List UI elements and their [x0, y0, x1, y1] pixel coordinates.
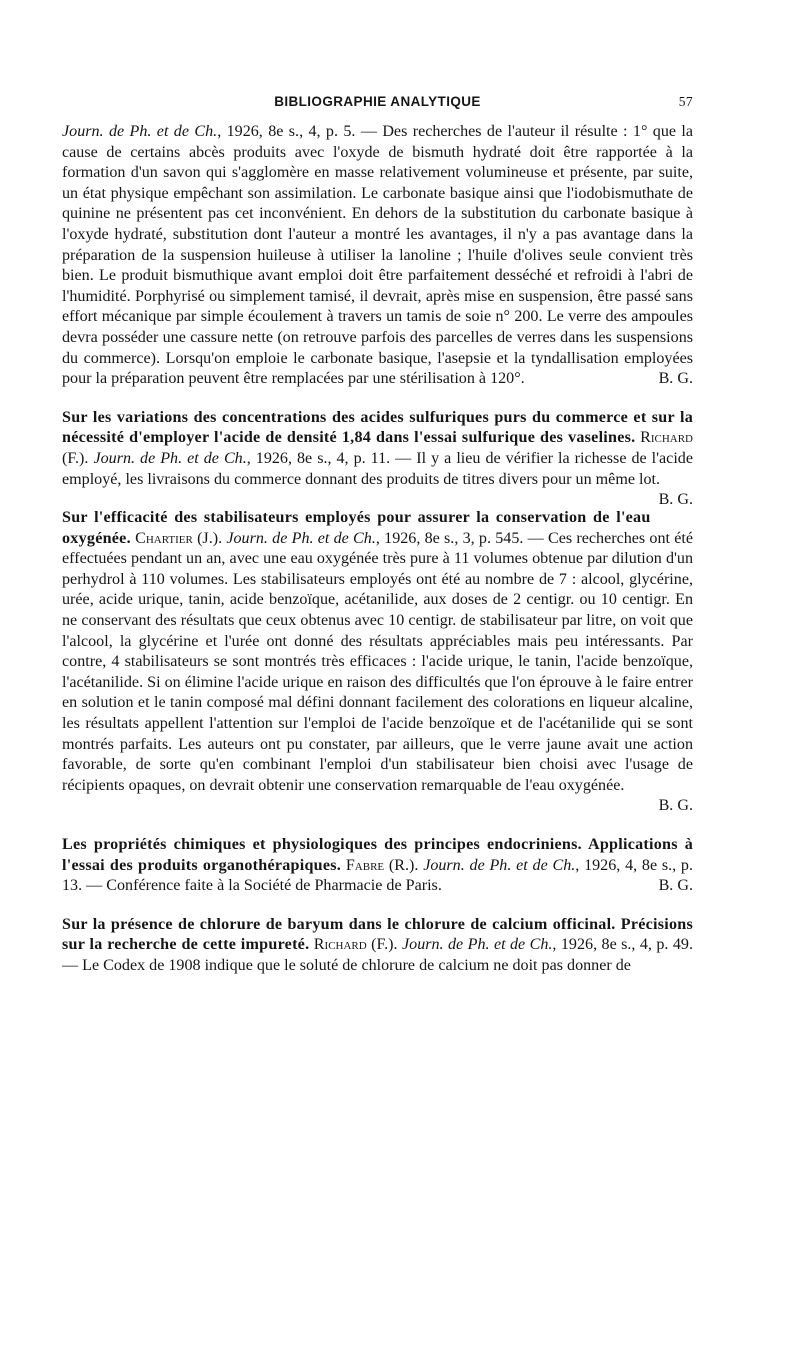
entry-paragraph — [62, 508, 693, 796]
journal-reference: Journ. de Ph. et de Ch. — [62, 123, 218, 140]
author-name: Chartier (J.). — [135, 529, 223, 547]
entry-title: Sur la présence de chlorure de baryum dans le chlorure de calcium officinal. Précisions sur la recherche de cette impureté. — [62, 915, 693, 954]
entry-title: Les propriétés chimiques et physiologiques des principes endocriniens. Applications à l'essai des produits organothérapiques. — [62, 836, 693, 874]
entry-bismuth-continuation — [62, 122, 693, 390]
journal-reference: Journ. de Ph. et de Ch. — [226, 529, 376, 547]
reference-details: , 1926, 8e s., 4, p. 5. — — [217, 123, 383, 140]
entry-paragraph — [62, 408, 693, 509]
reference-details: , 1926, 8e s., 4, p. 11. — — [246, 449, 417, 467]
entry-title: Sur l'efficacité des stabilisateurs employés pour assurer la conservation de l'eau oxygénée. — [62, 509, 651, 547]
reference-details: , 1926, 8e s., 4, p. 49. — — [62, 936, 693, 974]
reference-details: , 1926, 4, 8e s., p. 13. — — [62, 856, 694, 895]
entry-paragraph — [62, 835, 693, 897]
entry-paragraph — [62, 122, 693, 390]
entry-paragraph — [62, 915, 693, 977]
entry-sulfuric-acid — [62, 408, 693, 509]
entry-barium-chloride — [62, 915, 693, 977]
author-name: Richard (F.). — [313, 936, 398, 954]
signature: B. G. — [658, 877, 693, 895]
abstract-body: Ces recherches ont été effectuées pendant un an, avec une eau oxygénée très pure à 11 volumes obtenue par dilution d'un perhydrol à 110 volumes. Les stabilisateurs employés ont été au nombre de 7 : alcool, glycérine, urée, acide urique, tanin, acide benzoïque, acétanilide, aux doses de 2 centigr. ou 10 centigr. En ne conservant des résultats que ceux obtenus avec 10 centigr. de stabilisateur par litre, on voit que l'alcool, la glycérine et l'urée ont donné des résultats appréciables mais peu intéressants. Par contre, 4 stabilisateurs se sont montrés très efficaces : l'acide urique, le tanin, l'acide benzoïque, l'acétanilide. Si on élimine l'acide urique en raison des difficultés que l'on éprouve à le faire entrer en solution et le tanin composé mal défini donnant facilement des colorations en liqueur alcaline, les résultats appellent l'attention sur l'emploi de l'acide benzoïque et de l'acétanilide qui se sont montrés parfaits. Les auteurs ont pu constater, par ailleurs, que le verre jaune avait une action favorable, de sorte qu'en combinant l'emploi d'un stabilisateur bien choisi avec l'usage de récipients opaques, on devrait obtenir une conservation remarquable de l'eau oxygénée. — [62, 529, 693, 794]
signature: B. G. — [658, 370, 693, 388]
journal-reference: Journ. de Ph. et de Ch. — [93, 449, 247, 467]
author-name: Richard (F.). — [62, 429, 693, 467]
abstract-body: Le Codex de 1908 indique que le soluté de chlorure de calcium ne doit pas donner de — [82, 956, 631, 974]
document-page — [62, 92, 693, 977]
entry-title: Sur les variations des concentrations des acides sulfuriques purs du commerce et sur la nécessité d'employer l'acide de densité 1,84 dans l'essai sulfurique des vaselines. — [62, 408, 693, 447]
abstract-body: Conférence faite à la Société de Pharmacie de Paris. — [106, 877, 442, 895]
running-header — [62, 92, 693, 114]
journal-reference: Journ. de Ph. et de Ch. — [423, 856, 576, 874]
entry-hydrogen-peroxide — [62, 508, 693, 817]
signature: B. G. — [658, 491, 693, 509]
journal-reference: Journ. de Ph. et de Ch. — [402, 936, 553, 954]
signature: B. G. — [658, 797, 693, 815]
running-title: BIBLIOGRAPHIE ANALYTIQUE — [274, 94, 481, 109]
author-name: Fabre (R.). — [345, 856, 419, 874]
page-number: 57 — [678, 94, 693, 109]
entry-endocrine-principles — [62, 835, 693, 897]
abstract-body: Il y a lieu de vérifier la richesse de l'acide employé, les livraisons du commerce donnant des produits de titres divers pour un même lot. — [62, 449, 693, 488]
abstract-body: Des recherches de l'auteur il résulte : 1° que la cause de certains abcès produits avec l'oxyde de bismuth hydraté doit être rapportée à la formation d'un savon qui s'agglomère en masse relativement volumineuse et présente, par suite, un état physique empêchant son assimilation. Le carbonate basique ainsi que l'iodobismuthate de quinine ne présentent pas cet inconvénient. En dehors de la substitution du carbonate basique à l'oxyde hydraté, substitution dont l'auteur a montré les avantages, il n'y a pas avantage dans la préparation de la suspension huileuse à utiliser la lanoline ; l'huile d'olives seule convient très bien. Le produit bismuthique avant emploi doit être parfaitement desséché et refroidi à l'abri de l'humidité. Porphyrisé ou simplement tamisé, il devrait, après mise en suspension, être passé sans effort mécanique par simple écoulement à travers un tamis de soie n° 200. Le verre des ampoules devra posséder une cassure nette (on retrouve parfois des parcelles de verres dans les suspensions du commerce). Lorsqu'on emploie le carbonate basique, l'asepsie et la tyndallisation employées pour la préparation peuvent être remplacées par une stérilisation à 120°. — [62, 123, 694, 388]
reference-details: , 1926, 8e s., 3, p. 545. — — [375, 529, 548, 547]
